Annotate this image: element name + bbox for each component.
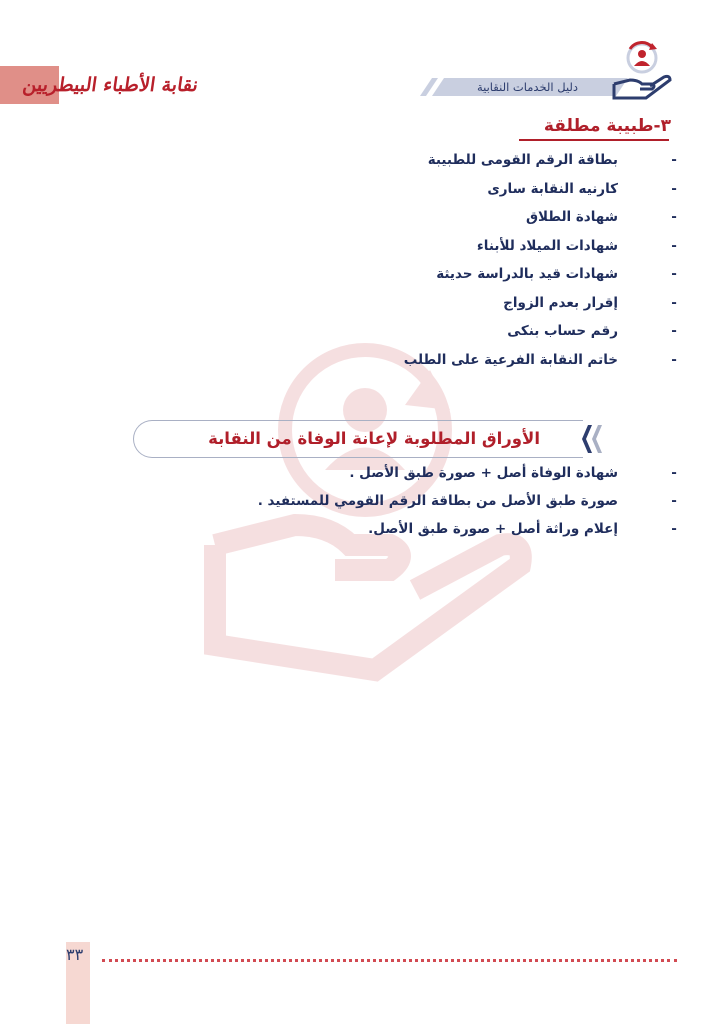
list-item: - خاتم النقابة الفرعية على الطلب	[240, 346, 680, 375]
death-grant-documents-list	[210, 459, 680, 543]
list-item: - بطاقة الرقم القومى للطبيبة	[240, 146, 680, 175]
list-item: - شهادات الميلاد للأبناء	[240, 232, 680, 261]
double-chevron-icon	[578, 421, 604, 457]
death-grant-title: الأوراق المطلوبة لإعانة الوفاة من النقابة	[208, 429, 540, 448]
service-hand-icon	[612, 40, 672, 102]
list-item: - إعلام وراثة أصل + صورة طبق الأصل.	[210, 515, 680, 543]
list-item: - شهادة الوفاة أصل + صورة طبق الأصل .	[210, 459, 680, 487]
title-underline	[519, 139, 669, 141]
bullet-dash: -	[671, 237, 677, 254]
list-item: - رقم حساب بنكى	[240, 317, 680, 346]
list-item: - شهادة الطلاق	[240, 203, 680, 232]
bullet-dash: -	[671, 521, 677, 537]
list-item: - شهادات قيد بالدراسة حديثة	[240, 260, 680, 289]
list-item: - كارنيه النقابة سارى	[240, 175, 680, 204]
page-number: ٣٣	[66, 945, 84, 964]
required-documents-list	[240, 146, 680, 374]
bullet-dash: -	[671, 294, 677, 311]
bullet-dash: -	[671, 493, 677, 509]
bullet-dash: -	[671, 266, 677, 282]
list-item: - إقرار بعدم الزواج	[240, 289, 680, 318]
bullet-dash: -	[671, 209, 677, 225]
bullet-dash: -	[671, 351, 677, 368]
bullet-dash: -	[671, 152, 677, 168]
bullet-dash: -	[671, 465, 677, 481]
footer-dotted-line	[102, 959, 677, 962]
section-title: ٣-طبيبة مطلقة	[543, 116, 671, 136]
list-item: - صورة طبق الأصل من بطاقة الرقم القومي للمستفيد .	[210, 487, 680, 515]
bullet-dash: -	[671, 180, 677, 197]
syndicate-logo: نقابة الأطباء البيطريين	[21, 74, 200, 96]
bullet-dash: -	[671, 323, 677, 339]
guide-title: دليل الخدمات النقابية	[476, 80, 579, 94]
